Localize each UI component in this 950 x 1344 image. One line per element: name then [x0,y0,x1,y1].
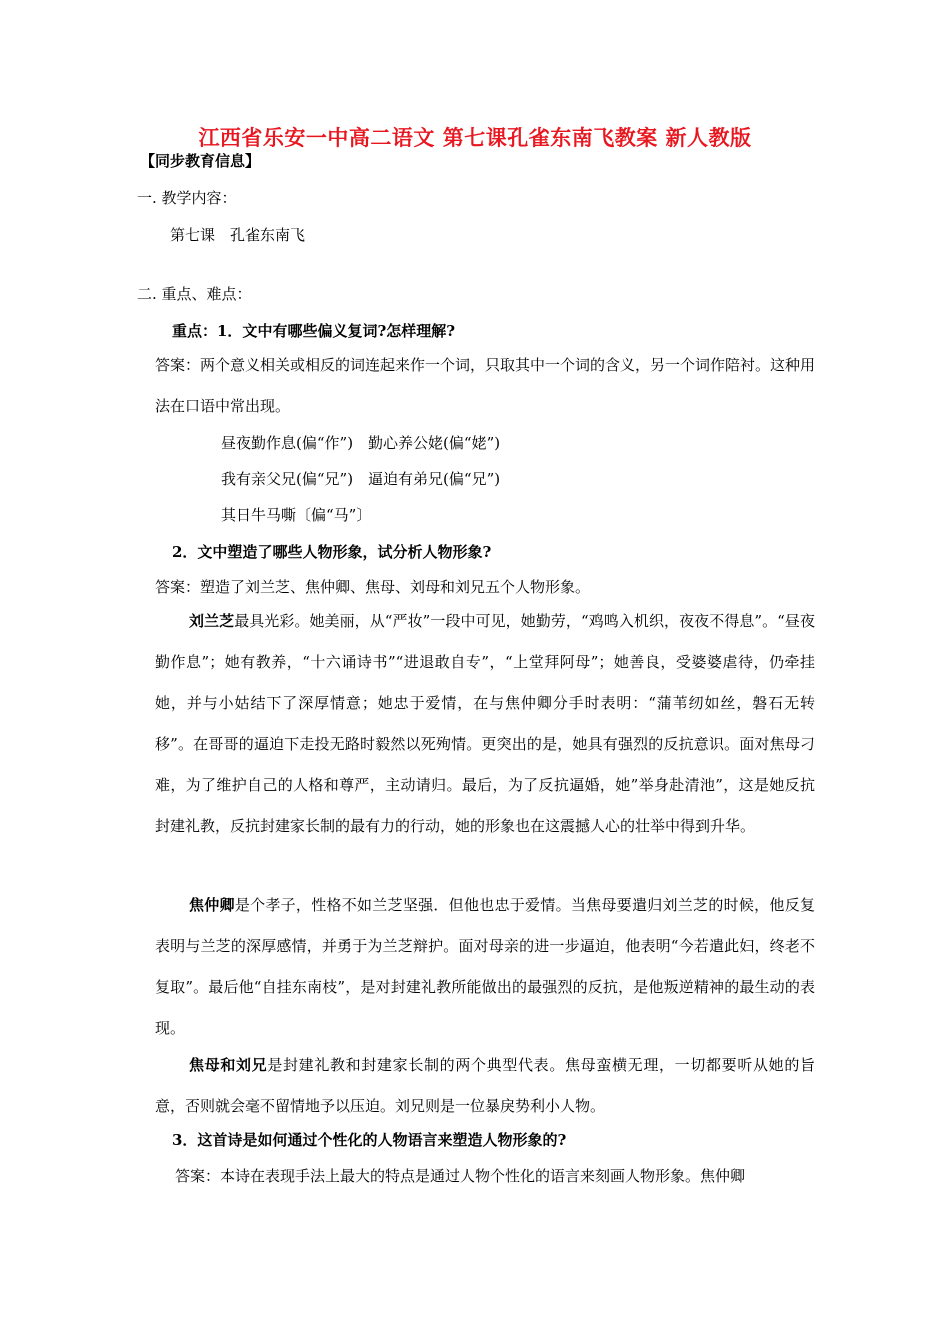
example-line-2: 我有亲父兄(偏“兄”) 逼迫有弟兄(偏“兄”) [221,470,501,488]
section-1-heading: 一. 教学内容： [137,189,237,207]
question-2: 2．文中塑造了哪些人物形象，试分析人物形象? [172,543,492,561]
paragraph-jiao-mu-liu-xiong [155,1045,815,1127]
section-1-content: 第七课 孔雀东南飞 [170,226,306,244]
example-line-3: 其日牛马嘶〔偏“马”〕 [221,506,372,524]
example-line-1: 昼夜勤作息(偏“作”) 勤心养公姥(偏“姥”) [221,434,501,452]
question-1: 重点：1．文中有哪些偏义复词?怎样理解? [172,322,456,340]
answer-1: 答案：两个意义相关或相反的词连起来作一个词，只取其中一个词的含义，另一个词作陪衬。这种用法在口语中常出现。 [155,356,816,415]
header-tag: 【同步教育信息】 [140,152,261,170]
document-title: 江西省乐安一中高二语文 第七课孔雀东南飞教案 新人教版 [198,125,752,150]
paragraph-text: 最具光彩。她美丽，从“严妆”一段中可见，她勤劳，“鸡鸣入机织，夜夜不得息”。“昼夜勤作息”；她有教养，“十六诵诗书”“进退敢自专”，“上堂拜阿母”；她善良，受婆婆虐待，仍牵挂她，并与小姑结下了深厚情意；她忠于爱情，在与焦仲卿分手时表明：“蒲苇纫如丝，磐石无转移”。在哥哥的逼迫下走投无路时毅然以死殉情。更突出的是，她具有强烈的反抗意识。面对焦母刁难，为了维护自己的人格和尊严，主动请归。最后，为了反抗逼婚，她”举身赴清池”，这是她反抗封建礼教，反抗封建家长制的最有力的行动，她的形象也在这震撼人心的壮举中得到升华。 [155,612,815,835]
question-3: 3．这首诗是如何通过个性化的人物语言来塑造人物形象的? [172,1131,567,1149]
answer-3: 答案：本诗在表现手法上最大的特点是通过人物个性化的语言来刻画人物形象。焦仲卿 [175,1167,746,1185]
paragraph-text: 是个孝子，性格不如兰芝坚强．但他也忠于爱情。当焦母要遣归刘兰芝的时候，他反复表明与兰芝的深厚感情，并勇于为兰芝辩护。面对母亲的进一步逼迫，他表明“今若遣此妇，终老不复取”。最后他“自挂东南枝”，是对封建礼教所能做出的最强烈的反抗，是他叛逆精神的最生动的表现。 [155,896,815,1037]
answer-2: 答案：塑造了刘兰芝、焦仲卿、焦母、刘母和刘兄五个人物形象。 [155,578,591,596]
paragraph-lead: 焦母和刘兄 [189,1056,268,1074]
paragraph-lead: 焦仲卿 [189,896,235,914]
paragraph-jiao-zhongqing [155,885,815,1049]
paragraph-lead: 刘兰芝 [189,612,235,630]
paragraph-text: 是封建礼教和封建家长制的两个典型代表。焦母蛮横无理，一切都要听从她的旨意，否则就会毫不留情地予以压迫。刘兄则是一位暴戾势利小人物。 [155,1056,815,1115]
section-2-heading: 二. 重点、难点： [137,285,252,303]
paragraph-liu-lanzhi [155,601,815,847]
